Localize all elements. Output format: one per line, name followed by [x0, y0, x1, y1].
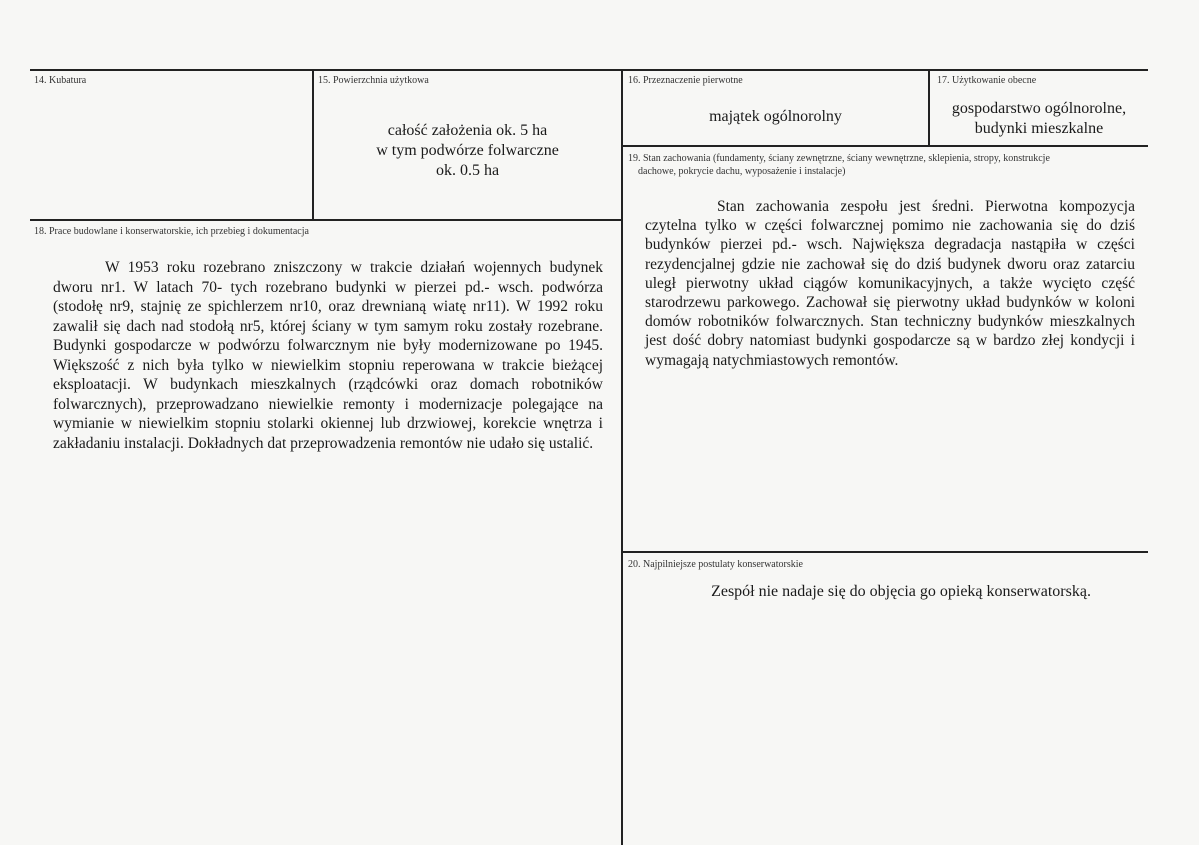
field-15-line-2: w tym podwórze folwarczne	[376, 142, 559, 159]
field-17-value	[930, 99, 1148, 139]
field-17-line-1: gospodarstwo ogólnorolne,	[951, 100, 1127, 117]
field-15-value	[314, 121, 621, 181]
field-20-label: 20. Najpilniejsze postulaty konserwatorskie	[628, 559, 803, 570]
divider-row-19-20	[622, 551, 1148, 553]
field-17-label: 17. Użytkowanie obecne	[937, 75, 1037, 86]
field-15-line-3: ok. 0.5 ha	[435, 162, 500, 179]
field-18-text	[53, 258, 603, 453]
divider-center	[621, 69, 623, 845]
field-15-label: 15. Powierzchnia użytkowa	[318, 75, 429, 86]
field-15-line-1: całość założenia ok. 5 ha	[387, 122, 548, 139]
field-14-label: 14. Kubatura	[34, 75, 87, 86]
field-19-label	[628, 152, 1146, 178]
field-18-label: 18. Prace budowlane i konserwatorskie, ich przebieg i dokumentacja	[34, 226, 309, 237]
top-border	[30, 69, 1148, 71]
divider-row-15-18	[30, 219, 623, 221]
field-19-label-line-1: 19. Stan zachowania (fundamenty, ściany zewnętrzne, ściany wewnętrzne, sklepienia, stropy, konstrukcje	[628, 153, 1050, 164]
divider-row-16-19	[622, 145, 1148, 147]
field-17-line-2: budynki mieszkalne	[974, 120, 1104, 137]
field-16-value: majątek ogólnorolny	[709, 108, 842, 125]
field-20-value: Zespół nie nadaje się do objęcia go opieką konserwatorską.	[711, 583, 1091, 600]
field-19-paragraph: Stan zachowania zespołu jest średni. Pierwotna kompozycja czytelna tylko w części folwarcznej pomimo nie zachowania się do dziś budynków pierzei pd.- wsch. Największa degradacja nastąpiła w części rezydencjalnej gdzie nie zachował się do dziś budynek dworu oraz zatarciu uległ pierwotny układ ciągów komunikacyjnych, a także wycięto część starodrzewu parkowego. Zachował się pierwotny układ budynków w koloni domów robotników folwarcznych. Stan techniczny budynków mieszkalnych jest dość dobry natomiast budynki gospodarcze są w bardzo złej kondycji i wymagają natychmiastowych remontów.	[645, 198, 1135, 369]
field-19-text	[645, 197, 1135, 370]
field-16-label: 16. Przeznaczenie pierwotne	[628, 75, 743, 86]
field-18-paragraph: W 1953 roku rozebrano zniszczony w trakcie działań wojennych budynek dworu nr1. W latach 70- tych rozebrano budynki w pierzei pd.- wsch. podwórza (stodołę nr9, stajnię ze spichlerzem nr10, oraz drewnianą wiatę nr11). W 1992 roku zawalił się dach nad stodołą nr5, której ściany w tym samym roku zostały rozebrane. Budynki gospodarcze w podwórzu folwarcznym nie były modernizowane po 1945. Większość z nich była tylko w niewielkim stopniu reperowana w trakcie bieżącej eksploatacji. W budynkach mieszkalnych (rządcówki oraz domach robotników folwarcznych), przeprowadzano niewielkie remonty i modernizacje polegające na wymianie w niewielkim stopniu stolarki okiennej lub drzwiowej, korekcie wnętrza i zakładaniu instalacji. Dokładnych dat przeprowadzenia remontów nie udało się ustalić.	[53, 259, 603, 452]
field-19-label-line-2: dachowe, pokrycie dachu, wyposażenie i instalacje)	[638, 166, 846, 177]
